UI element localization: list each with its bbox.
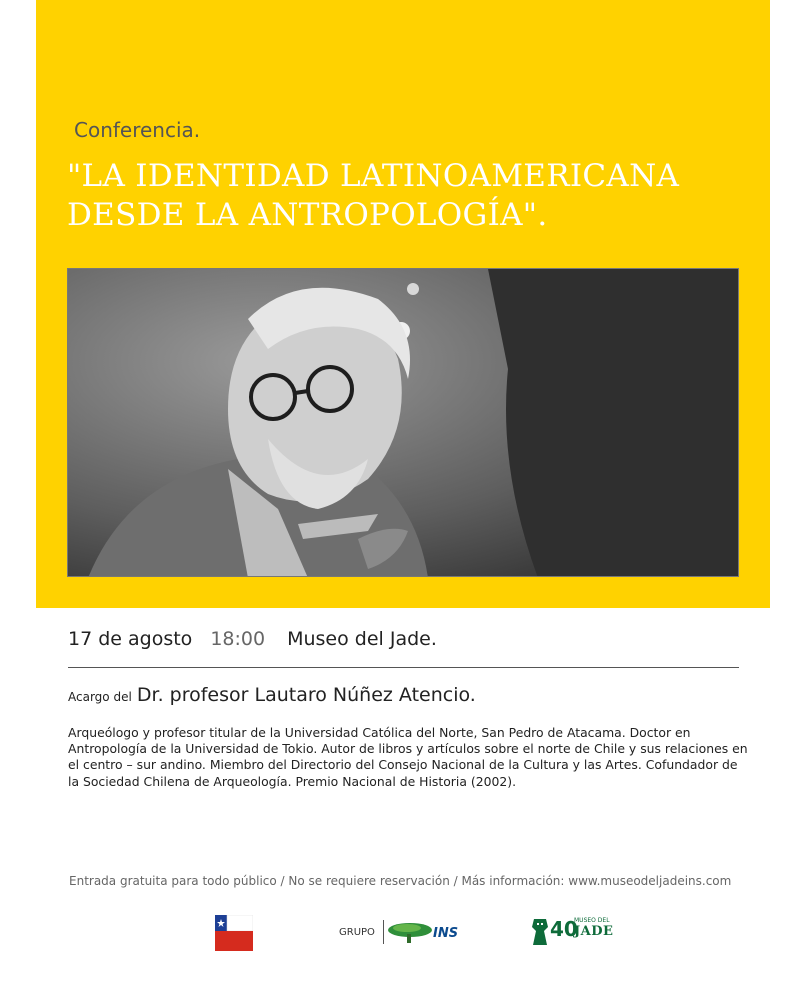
speaker-bio: Arqueólogo y profesor titular de la Universidad Católica del Norte, San Pedro de Atacama. Doctor en Antropología de la Universidad de Tokio. Autor de libros y artículos sobre el norte de Chile y sus relaciones en el centro – sur andino. Miembro del Directorio del Consejo Nacional de la Cultura y las Artes. Cofundador de la Sociedad Chilena de Arqueología. Premio Nacional de Historia (2002). bbox=[68, 725, 748, 789]
logo-divider bbox=[383, 920, 384, 944]
event-title-line-1: "LA IDENTIDAD LATINOAMERICANA bbox=[67, 158, 680, 194]
event-title-line-2: DESDE LA ANTROPOLOGÍA". bbox=[67, 197, 548, 233]
speaker-name: Dr. profesor Lautaro Núñez Atencio. bbox=[136, 684, 476, 706]
divider bbox=[68, 667, 739, 668]
footer-info: Entrada gratuita para todo público / No se requiere reservación / Más información: www.museodeljadeins.com bbox=[69, 874, 732, 888]
event-type-label: Conferencia. bbox=[74, 118, 201, 142]
grupo-label: GRUPO bbox=[339, 927, 375, 938]
museo-del-jade-logo bbox=[530, 915, 612, 949]
government-flag-icon bbox=[215, 915, 253, 951]
event-details bbox=[68, 628, 437, 650]
jade-figure-icon bbox=[530, 917, 550, 947]
grupo-ins-logo bbox=[337, 918, 467, 948]
event-title bbox=[67, 157, 757, 235]
jade-museo-label: MUSEO DEL bbox=[574, 917, 610, 924]
speaker-prefix: Acargo del bbox=[68, 690, 132, 704]
event-venue: Museo del Jade. bbox=[287, 628, 437, 650]
jade-name-label: JADE bbox=[574, 924, 614, 939]
tree-icon bbox=[387, 921, 433, 945]
speaker-photo bbox=[67, 268, 739, 577]
speaker-line bbox=[68, 684, 476, 706]
event-time: 18:00 bbox=[210, 628, 266, 650]
jade-anniversary-number: 40 bbox=[550, 917, 578, 941]
ins-label: INS bbox=[433, 926, 459, 941]
government-logo bbox=[215, 915, 253, 951]
speaker-photo-illustration bbox=[68, 269, 739, 577]
event-date: 17 de agosto bbox=[68, 628, 193, 650]
